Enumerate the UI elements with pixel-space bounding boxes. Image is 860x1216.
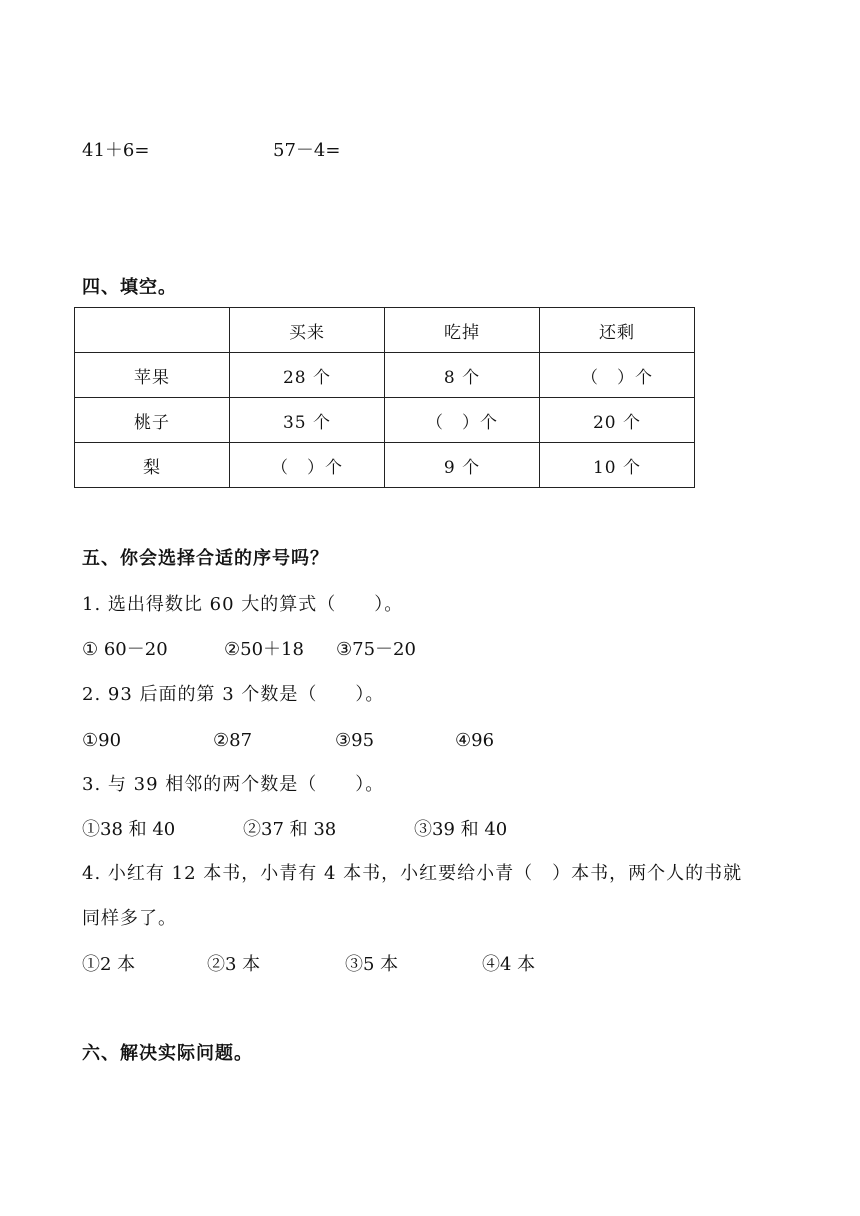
table-cell-blank[interactable]: （ ）个 xyxy=(385,398,540,443)
q4-option-1[interactable]: ①2 本 xyxy=(82,954,136,975)
table-cell: 桃子 xyxy=(75,398,230,443)
question-4-line-2: 同样多了。 xyxy=(82,908,177,929)
section5-heading: 五、你会选择合适的序号吗？ xyxy=(82,548,329,569)
table-row xyxy=(75,353,695,398)
q3-option-2[interactable]: ②37 和 38 xyxy=(243,819,337,840)
table-cell: 8 个 xyxy=(385,353,540,398)
calc-57-minus-4: 57－4= xyxy=(273,140,341,161)
table-header-cell: 还剩 xyxy=(540,308,695,353)
table-cell-blank[interactable]: （ ）个 xyxy=(540,353,695,398)
table-cell: 9 个 xyxy=(385,443,540,488)
section6-heading: 六、解决实际问题。 xyxy=(82,1043,253,1064)
table-cell: 28 个 xyxy=(230,353,385,398)
table-header-cell: 吃掉 xyxy=(385,308,540,353)
q3-option-1[interactable]: ①38 和 40 xyxy=(82,819,176,840)
q4-option-4[interactable]: ④4 本 xyxy=(482,954,536,975)
table-row xyxy=(75,443,695,488)
table-cell: 20 个 xyxy=(540,398,695,443)
q2-option-3[interactable]: ③95 xyxy=(335,730,375,751)
table-header-cell xyxy=(75,308,230,353)
q2-option-4[interactable]: ④96 xyxy=(455,730,495,751)
q1-option-2[interactable]: ②50＋18 xyxy=(224,639,304,660)
table-cell: 苹果 xyxy=(75,353,230,398)
table-cell: 10 个 xyxy=(540,443,695,488)
question-3: 3. 与 39 相邻的两个数是（ ）。 xyxy=(82,774,385,795)
question-2: 2. 93 后面的第 3 个数是（ ）。 xyxy=(82,684,385,705)
table-header-row xyxy=(75,308,695,353)
q4-option-2[interactable]: ②3 本 xyxy=(207,954,261,975)
table-header-cell: 买来 xyxy=(230,308,385,353)
table-cell-blank[interactable]: （ ）个 xyxy=(230,443,385,488)
question-4-line-1: 4. 小红有 12 本书，小青有 4 本书，小红要给小青（ ）本书，两个人的书就 xyxy=(82,863,743,884)
table-cell: 梨 xyxy=(75,443,230,488)
table-cell: 35 个 xyxy=(230,398,385,443)
q2-option-1[interactable]: ①90 xyxy=(82,730,122,751)
q2-option-2[interactable]: ②87 xyxy=(213,730,253,751)
calc-41-plus-6: 41＋6= xyxy=(82,140,150,161)
q3-option-3[interactable]: ③39 和 40 xyxy=(414,819,508,840)
fill-in-table xyxy=(74,307,695,488)
question-1: 1. 选出得数比 60 大的算式（ ）。 xyxy=(82,594,404,615)
q1-option-3[interactable]: ③75－20 xyxy=(336,639,416,660)
q4-option-3[interactable]: ③5 本 xyxy=(345,954,399,975)
section4-heading: 四、填空。 xyxy=(82,277,177,298)
q1-option-1[interactable]: ① 60－20 xyxy=(82,639,168,660)
table-row xyxy=(75,398,695,443)
